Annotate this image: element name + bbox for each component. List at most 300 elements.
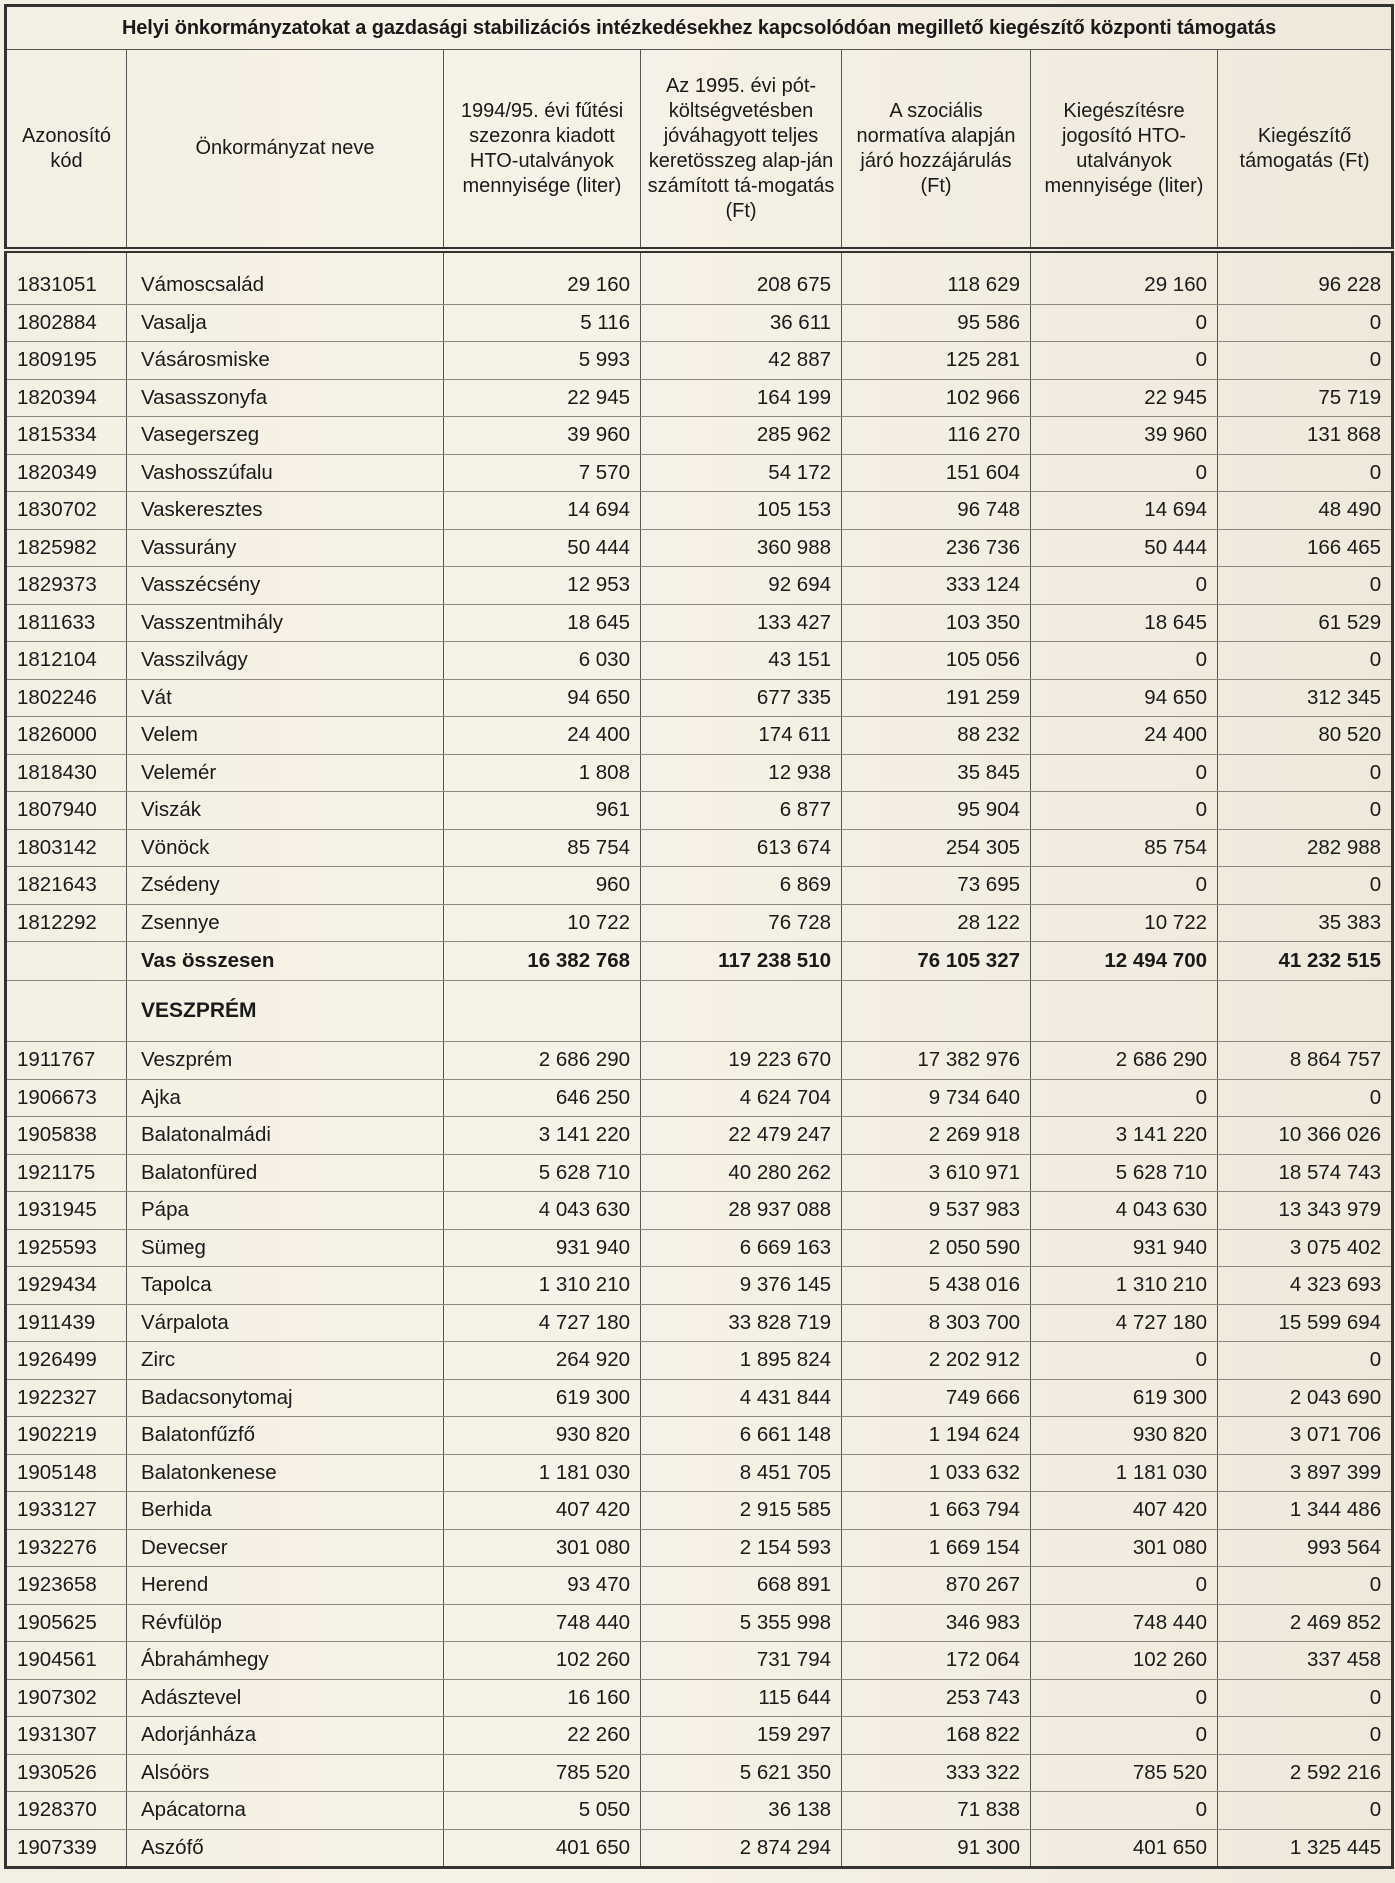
cell-budget: 33 828 719 bbox=[641, 1304, 842, 1342]
cell-budget: 4 624 704 bbox=[641, 1079, 842, 1117]
cell-hto-issued: 6 030 bbox=[444, 642, 641, 680]
cell-hto-eligible: 0 bbox=[1031, 754, 1218, 792]
table-row bbox=[6, 829, 1393, 867]
cell-id: 1933127 bbox=[6, 1492, 127, 1530]
cell-hto-eligible: 0 bbox=[1031, 1567, 1218, 1605]
cell-social-normative: 333 322 bbox=[842, 1754, 1031, 1792]
cell-budget: 174 611 bbox=[641, 717, 842, 755]
cell-hto-eligible: 85 754 bbox=[1031, 829, 1218, 867]
cell-budget: 668 891 bbox=[641, 1567, 842, 1605]
cell-social-normative: 91 300 bbox=[842, 1829, 1031, 1868]
cell-hto-issued: 1 181 030 bbox=[444, 1454, 641, 1492]
cell-hto-eligible: 18 645 bbox=[1031, 604, 1218, 642]
table-row bbox=[6, 1529, 1393, 1567]
table-title: Helyi önkormányzatokat a gazdasági stabilizációs intézkedésekhez kapcsolódóan megillető kiegészítő központi támogatás bbox=[6, 6, 1393, 50]
cell-name: Sümeg bbox=[127, 1229, 444, 1267]
cell-social-normative: 2 202 912 bbox=[842, 1342, 1031, 1380]
cell-supplement: 80 520 bbox=[1218, 717, 1393, 755]
cell-social-normative: 102 966 bbox=[842, 379, 1031, 417]
cell-budget: 2 874 294 bbox=[641, 1829, 842, 1868]
cell-hto-eligible: 1 310 210 bbox=[1031, 1267, 1218, 1305]
table-row bbox=[6, 529, 1393, 567]
cell-social-normative: 118 629 bbox=[842, 267, 1031, 304]
cell-hto-issued: 16 382 768 bbox=[444, 942, 641, 981]
empty-cell bbox=[1218, 981, 1393, 1042]
cell-budget: 42 887 bbox=[641, 342, 842, 380]
cell-social-normative: 1 194 624 bbox=[842, 1417, 1031, 1455]
cell-hto-eligible: 0 bbox=[1031, 1079, 1218, 1117]
table-row bbox=[6, 567, 1393, 605]
cell-supplement: 337 458 bbox=[1218, 1642, 1393, 1680]
cell-supplement: 166 465 bbox=[1218, 529, 1393, 567]
cell-id: 1905148 bbox=[6, 1454, 127, 1492]
cell-name: Veszprém bbox=[127, 1042, 444, 1080]
cell-hto-issued: 646 250 bbox=[444, 1079, 641, 1117]
cell-name: Balatonfűzfő bbox=[127, 1417, 444, 1455]
cell-name: Balatonalmádi bbox=[127, 1117, 444, 1155]
cell-id: 1803142 bbox=[6, 829, 127, 867]
cell-id: 1818430 bbox=[6, 754, 127, 792]
cell-hto-eligible: 0 bbox=[1031, 867, 1218, 905]
cell-social-normative: 125 281 bbox=[842, 342, 1031, 380]
cell-social-normative: 3 610 971 bbox=[842, 1154, 1031, 1192]
col-header-hto-issued: 1994/95. évi fűtési szezonra kiadott HTO-utalványok mennyisége (liter) bbox=[444, 50, 641, 251]
cell-name: Vasszentmihály bbox=[127, 604, 444, 642]
cell-hto-eligible: 12 494 700 bbox=[1031, 942, 1218, 981]
cell-supplement: 10 366 026 bbox=[1218, 1117, 1393, 1155]
cell-social-normative: 96 748 bbox=[842, 492, 1031, 530]
cell-id: 1812292 bbox=[6, 904, 127, 942]
cell-hto-issued: 5 050 bbox=[444, 1792, 641, 1830]
cell-hto-eligible: 930 820 bbox=[1031, 1417, 1218, 1455]
cell-social-normative: 333 124 bbox=[842, 567, 1031, 605]
cell-social-normative: 1 669 154 bbox=[842, 1529, 1031, 1567]
cell-budget: 28 937 088 bbox=[641, 1192, 842, 1230]
cell-budget: 159 297 bbox=[641, 1717, 842, 1755]
col-header-name: Önkormányzat neve bbox=[127, 50, 444, 251]
cell-budget: 4 431 844 bbox=[641, 1379, 842, 1417]
cell-budget: 76 728 bbox=[641, 904, 842, 942]
cell-id: 1826000 bbox=[6, 717, 127, 755]
cell-hto-eligible: 401 650 bbox=[1031, 1829, 1218, 1868]
cell-social-normative: 88 232 bbox=[842, 717, 1031, 755]
table-row bbox=[6, 379, 1393, 417]
cell-social-normative: 151 604 bbox=[842, 454, 1031, 492]
cell-name: Tapolca bbox=[127, 1267, 444, 1305]
cell-hto-eligible: 619 300 bbox=[1031, 1379, 1218, 1417]
cell-budget: 22 479 247 bbox=[641, 1117, 842, 1155]
cell-id: 1820394 bbox=[6, 379, 127, 417]
cell-name: Badacsonytomaj bbox=[127, 1379, 444, 1417]
cell-supplement: 0 bbox=[1218, 754, 1393, 792]
cell-budget: 285 962 bbox=[641, 417, 842, 455]
cell-id: 1802884 bbox=[6, 304, 127, 342]
cell-supplement: 61 529 bbox=[1218, 604, 1393, 642]
cell-name: Adásztevel bbox=[127, 1679, 444, 1717]
cell-supplement: 2 592 216 bbox=[1218, 1754, 1393, 1792]
cell-hto-eligible: 0 bbox=[1031, 567, 1218, 605]
cell-id: 1829373 bbox=[6, 567, 127, 605]
cell-budget: 6 869 bbox=[641, 867, 842, 905]
cell-social-normative: 254 305 bbox=[842, 829, 1031, 867]
cell-id: 1923658 bbox=[6, 1567, 127, 1605]
section-heading-row bbox=[6, 981, 1393, 1042]
cell-social-normative: 71 838 bbox=[842, 1792, 1031, 1830]
cell-social-normative: 253 743 bbox=[842, 1679, 1031, 1717]
cell-supplement: 75 719 bbox=[1218, 379, 1393, 417]
cell-supplement: 35 383 bbox=[1218, 904, 1393, 942]
cell-id: 1921175 bbox=[6, 1154, 127, 1192]
cell-hto-issued: 18 645 bbox=[444, 604, 641, 642]
cell-name: Vashosszúfalu bbox=[127, 454, 444, 492]
cell-hto-issued: 4 727 180 bbox=[444, 1304, 641, 1342]
cell-id: 1812104 bbox=[6, 642, 127, 680]
cell-hto-eligible: 785 520 bbox=[1031, 1754, 1218, 1792]
cell-hto-issued: 16 160 bbox=[444, 1679, 641, 1717]
col-header-supplement: Kiegészítő támogatás (Ft) bbox=[1218, 50, 1393, 251]
cell-hto-eligible: 10 722 bbox=[1031, 904, 1218, 942]
cell-id: 1811633 bbox=[6, 604, 127, 642]
cell-hto-eligible: 301 080 bbox=[1031, 1529, 1218, 1567]
cell-hto-issued: 39 960 bbox=[444, 417, 641, 455]
cell-hto-issued: 7 570 bbox=[444, 454, 641, 492]
cell-budget: 40 280 262 bbox=[641, 1154, 842, 1192]
cell-hto-issued: 5 628 710 bbox=[444, 1154, 641, 1192]
cell-supplement: 0 bbox=[1218, 642, 1393, 680]
cell-social-normative: 172 064 bbox=[842, 1642, 1031, 1680]
cell-social-normative: 116 270 bbox=[842, 417, 1031, 455]
cell-id: 1932276 bbox=[6, 1529, 127, 1567]
cell-name: Balatonfüred bbox=[127, 1154, 444, 1192]
cell-hto-eligible: 0 bbox=[1031, 454, 1218, 492]
empty-cell bbox=[1031, 981, 1218, 1042]
table-row bbox=[6, 867, 1393, 905]
cell-social-normative: 2 050 590 bbox=[842, 1229, 1031, 1267]
cell-hto-eligible: 0 bbox=[1031, 642, 1218, 680]
table-row bbox=[6, 267, 1393, 304]
cell-hto-eligible: 0 bbox=[1031, 1717, 1218, 1755]
cell-id: 1906673 bbox=[6, 1079, 127, 1117]
cell-supplement: 0 bbox=[1218, 567, 1393, 605]
cell-hto-issued: 22 945 bbox=[444, 379, 641, 417]
cell-hto-eligible: 50 444 bbox=[1031, 529, 1218, 567]
cell-name: Viszák bbox=[127, 792, 444, 830]
empty-cell bbox=[6, 981, 127, 1042]
cell-id: 1802246 bbox=[6, 679, 127, 717]
cell-name: Vasegerszeg bbox=[127, 417, 444, 455]
cell-hto-eligible: 24 400 bbox=[1031, 717, 1218, 755]
cell-name: Vámoscsalád bbox=[127, 267, 444, 304]
cell-id: 1905625 bbox=[6, 1604, 127, 1642]
cell-social-normative: 73 695 bbox=[842, 867, 1031, 905]
cell-hto-issued: 10 722 bbox=[444, 904, 641, 942]
cell-social-normative: 2 269 918 bbox=[842, 1117, 1031, 1155]
cell-budget: 105 153 bbox=[641, 492, 842, 530]
cell-social-normative: 9 734 640 bbox=[842, 1079, 1031, 1117]
cell-id: 1925593 bbox=[6, 1229, 127, 1267]
cell-hto-issued: 619 300 bbox=[444, 1379, 641, 1417]
cell-supplement: 2 043 690 bbox=[1218, 1379, 1393, 1417]
table-row bbox=[6, 1117, 1393, 1155]
cell-supplement: 48 490 bbox=[1218, 492, 1393, 530]
cell-social-normative: 1 033 632 bbox=[842, 1454, 1031, 1492]
cell-supplement: 282 988 bbox=[1218, 829, 1393, 867]
cell-name: Vassurány bbox=[127, 529, 444, 567]
empty-cell bbox=[842, 981, 1031, 1042]
cell-hto-issued: 401 650 bbox=[444, 1829, 641, 1868]
cell-hto-issued: 5 116 bbox=[444, 304, 641, 342]
cell-hto-eligible: 5 628 710 bbox=[1031, 1154, 1218, 1192]
cell-social-normative: 35 845 bbox=[842, 754, 1031, 792]
table-row bbox=[6, 1042, 1393, 1080]
cell-id: 1922327 bbox=[6, 1379, 127, 1417]
cell-name: Vasalja bbox=[127, 304, 444, 342]
table-row bbox=[6, 1079, 1393, 1117]
cell-name: Balatonkenese bbox=[127, 1454, 444, 1492]
cell-hto-issued: 301 080 bbox=[444, 1529, 641, 1567]
cell-id: 1904561 bbox=[6, 1642, 127, 1680]
cell-budget: 6 669 163 bbox=[641, 1229, 842, 1267]
table-row bbox=[6, 1379, 1393, 1417]
section-heading: VESZPRÉM bbox=[127, 981, 444, 1042]
cell-name: Vaskeresztes bbox=[127, 492, 444, 530]
cell-budget: 6 877 bbox=[641, 792, 842, 830]
table-row bbox=[6, 454, 1393, 492]
table-row bbox=[6, 642, 1393, 680]
subsidy-table bbox=[4, 4, 1394, 1869]
cell-social-normative: 8 303 700 bbox=[842, 1304, 1031, 1342]
cell-hto-issued: 85 754 bbox=[444, 829, 641, 867]
cell-hto-eligible: 748 440 bbox=[1031, 1604, 1218, 1642]
cell-budget: 5 355 998 bbox=[641, 1604, 842, 1642]
cell-name: Vát bbox=[127, 679, 444, 717]
cell-supplement: 0 bbox=[1218, 454, 1393, 492]
cell-supplement: 3 075 402 bbox=[1218, 1229, 1393, 1267]
cell-hto-eligible: 22 945 bbox=[1031, 379, 1218, 417]
cell-hto-eligible: 0 bbox=[1031, 1342, 1218, 1380]
table-row bbox=[6, 1229, 1393, 1267]
cell-supplement: 2 469 852 bbox=[1218, 1604, 1393, 1642]
empty-cell bbox=[444, 981, 641, 1042]
cell-hto-issued: 29 160 bbox=[444, 267, 641, 304]
table-row bbox=[6, 1567, 1393, 1605]
cell-hto-issued: 931 940 bbox=[444, 1229, 641, 1267]
cell-name: Zsédeny bbox=[127, 867, 444, 905]
cell-hto-eligible: 1 181 030 bbox=[1031, 1454, 1218, 1492]
cell-budget: 54 172 bbox=[641, 454, 842, 492]
table-row bbox=[6, 1792, 1393, 1830]
cell-hto-issued: 4 043 630 bbox=[444, 1192, 641, 1230]
cell-supplement: 0 bbox=[1218, 1567, 1393, 1605]
cell-name: Vasszécsény bbox=[127, 567, 444, 605]
table-row bbox=[6, 1754, 1393, 1792]
table-row bbox=[6, 1829, 1393, 1868]
cell-social-normative: 28 122 bbox=[842, 904, 1031, 942]
cell-name: Vönöck bbox=[127, 829, 444, 867]
column-headers bbox=[6, 50, 1393, 251]
cell-hto-eligible: 0 bbox=[1031, 342, 1218, 380]
table-row bbox=[6, 1679, 1393, 1717]
cell-hto-issued: 22 260 bbox=[444, 1717, 641, 1755]
cell-hto-issued: 14 694 bbox=[444, 492, 641, 530]
cell-id: 1902219 bbox=[6, 1417, 127, 1455]
cell-hto-issued: 748 440 bbox=[444, 1604, 641, 1642]
cell-social-normative: 749 666 bbox=[842, 1379, 1031, 1417]
cell-hto-eligible: 39 960 bbox=[1031, 417, 1218, 455]
cell-id: 1830702 bbox=[6, 492, 127, 530]
cell-hto-issued: 407 420 bbox=[444, 1492, 641, 1530]
cell-name: Vasasszonyfa bbox=[127, 379, 444, 417]
table-row bbox=[6, 1417, 1393, 1455]
cell-budget: 12 938 bbox=[641, 754, 842, 792]
cell-supplement: 0 bbox=[1218, 304, 1393, 342]
cell-budget: 613 674 bbox=[641, 829, 842, 867]
cell-budget: 117 238 510 bbox=[641, 942, 842, 981]
cell-hto-issued: 24 400 bbox=[444, 717, 641, 755]
cell-hto-issued: 102 260 bbox=[444, 1642, 641, 1680]
cell-name: Vas összesen bbox=[127, 942, 444, 981]
cell-hto-eligible: 14 694 bbox=[1031, 492, 1218, 530]
cell-supplement: 993 564 bbox=[1218, 1529, 1393, 1567]
cell-budget: 36 611 bbox=[641, 304, 842, 342]
cell-name: Pápa bbox=[127, 1192, 444, 1230]
cell-supplement: 0 bbox=[1218, 1792, 1393, 1830]
table-row bbox=[6, 342, 1393, 380]
cell-supplement: 15 599 694 bbox=[1218, 1304, 1393, 1342]
cell-budget: 92 694 bbox=[641, 567, 842, 605]
cell-id: 1821643 bbox=[6, 867, 127, 905]
table-row bbox=[6, 1304, 1393, 1342]
table-row bbox=[6, 1717, 1393, 1755]
table-row bbox=[6, 1192, 1393, 1230]
cell-id: 1905838 bbox=[6, 1117, 127, 1155]
cell-name: Zirc bbox=[127, 1342, 444, 1380]
cell-name: Vásárosmiske bbox=[127, 342, 444, 380]
cell-supplement: 0 bbox=[1218, 1079, 1393, 1117]
table-row bbox=[6, 1154, 1393, 1192]
cell-name: Aszófő bbox=[127, 1829, 444, 1868]
cell-name: Herend bbox=[127, 1567, 444, 1605]
cell-id: 1931945 bbox=[6, 1192, 127, 1230]
cell-hto-issued: 94 650 bbox=[444, 679, 641, 717]
empty-cell bbox=[641, 981, 842, 1042]
cell-id: 1907302 bbox=[6, 1679, 127, 1717]
table-row bbox=[6, 1604, 1393, 1642]
col-header-budget: Az 1995. évi pót-költségvetésben jóváhagyott teljes keretösszeg alap-ján számított tá-mogatás (Ft) bbox=[641, 50, 842, 251]
cell-budget: 731 794 bbox=[641, 1642, 842, 1680]
cell-hto-issued: 961 bbox=[444, 792, 641, 830]
cell-supplement: 1 344 486 bbox=[1218, 1492, 1393, 1530]
cell-supplement: 41 232 515 bbox=[1218, 942, 1393, 981]
cell-id: 1815334 bbox=[6, 417, 127, 455]
cell-hto-eligible: 2 686 290 bbox=[1031, 1042, 1218, 1080]
cell-social-normative: 9 537 983 bbox=[842, 1192, 1031, 1230]
cell-id: 1929434 bbox=[6, 1267, 127, 1305]
cell-budget: 2 915 585 bbox=[641, 1492, 842, 1530]
table-row bbox=[6, 604, 1393, 642]
cell-hto-issued: 1 808 bbox=[444, 754, 641, 792]
table-row bbox=[6, 1492, 1393, 1530]
cell-budget: 6 661 148 bbox=[641, 1417, 842, 1455]
table-row bbox=[6, 492, 1393, 530]
cell-budget: 115 644 bbox=[641, 1679, 842, 1717]
cell-hto-eligible: 0 bbox=[1031, 792, 1218, 830]
cell-budget: 43 151 bbox=[641, 642, 842, 680]
cell-social-normative: 191 259 bbox=[842, 679, 1031, 717]
table-row bbox=[6, 1454, 1393, 1492]
cell-id: 1831051 bbox=[6, 267, 127, 304]
cell-budget: 208 675 bbox=[641, 267, 842, 304]
table-row bbox=[6, 754, 1393, 792]
cell-budget: 36 138 bbox=[641, 1792, 842, 1830]
cell-social-normative: 5 438 016 bbox=[842, 1267, 1031, 1305]
cell-supplement: 0 bbox=[1218, 342, 1393, 380]
cell-id: 1820349 bbox=[6, 454, 127, 492]
table-row bbox=[6, 717, 1393, 755]
cell-hto-eligible: 0 bbox=[1031, 1679, 1218, 1717]
cell-social-normative: 105 056 bbox=[842, 642, 1031, 680]
cell-id: 1911439 bbox=[6, 1304, 127, 1342]
cell-budget: 133 427 bbox=[641, 604, 842, 642]
col-header-social-normative: A szociális normatíva alapján járó hozzájárulás (Ft) bbox=[842, 50, 1031, 251]
cell-hto-issued: 12 953 bbox=[444, 567, 641, 605]
cell-social-normative: 236 736 bbox=[842, 529, 1031, 567]
cell-budget: 9 376 145 bbox=[641, 1267, 842, 1305]
cell-supplement: 131 868 bbox=[1218, 417, 1393, 455]
cell-budget: 8 451 705 bbox=[641, 1454, 842, 1492]
cell-social-normative: 103 350 bbox=[842, 604, 1031, 642]
cell-hto-eligible: 102 260 bbox=[1031, 1642, 1218, 1680]
cell-id: 1930526 bbox=[6, 1754, 127, 1792]
cell-name: Ajka bbox=[127, 1079, 444, 1117]
cell-hto-eligible: 3 141 220 bbox=[1031, 1117, 1218, 1155]
cell-social-normative: 168 822 bbox=[842, 1717, 1031, 1755]
cell-hto-issued: 960 bbox=[444, 867, 641, 905]
cell-budget: 5 621 350 bbox=[641, 1754, 842, 1792]
cell-name: Ábrahámhegy bbox=[127, 1642, 444, 1680]
cell-hto-issued: 50 444 bbox=[444, 529, 641, 567]
cell-hto-issued: 2 686 290 bbox=[444, 1042, 641, 1080]
cell-hto-eligible: 94 650 bbox=[1031, 679, 1218, 717]
cell-hto-eligible: 29 160 bbox=[1031, 267, 1218, 304]
cell-hto-issued: 93 470 bbox=[444, 1567, 641, 1605]
cell-supplement: 3 071 706 bbox=[1218, 1417, 1393, 1455]
cell-id: 1931307 bbox=[6, 1717, 127, 1755]
col-header-id: Azonosító kód bbox=[6, 50, 127, 251]
cell-supplement: 3 897 399 bbox=[1218, 1454, 1393, 1492]
cell-hto-issued: 785 520 bbox=[444, 1754, 641, 1792]
cell-id: 1926499 bbox=[6, 1342, 127, 1380]
cell-budget: 677 335 bbox=[641, 679, 842, 717]
cell-social-normative: 95 586 bbox=[842, 304, 1031, 342]
cell-name: Velemér bbox=[127, 754, 444, 792]
cell-id: 1809195 bbox=[6, 342, 127, 380]
cell-id: 1911767 bbox=[6, 1042, 127, 1080]
cell-social-normative: 346 983 bbox=[842, 1604, 1031, 1642]
cell-hto-eligible: 0 bbox=[1031, 1792, 1218, 1830]
cell-hto-eligible: 4 727 180 bbox=[1031, 1304, 1218, 1342]
cell-name: Devecser bbox=[127, 1529, 444, 1567]
cell-budget: 2 154 593 bbox=[641, 1529, 842, 1567]
cell-budget: 1 895 824 bbox=[641, 1342, 842, 1380]
cell-supplement: 96 228 bbox=[1218, 267, 1393, 304]
cell-budget: 360 988 bbox=[641, 529, 842, 567]
cell-supplement: 0 bbox=[1218, 1342, 1393, 1380]
cell-hto-issued: 1 310 210 bbox=[444, 1267, 641, 1305]
cell-name: Apácatorna bbox=[127, 1792, 444, 1830]
cell-supplement: 0 bbox=[1218, 792, 1393, 830]
cell-name: Alsóörs bbox=[127, 1754, 444, 1792]
